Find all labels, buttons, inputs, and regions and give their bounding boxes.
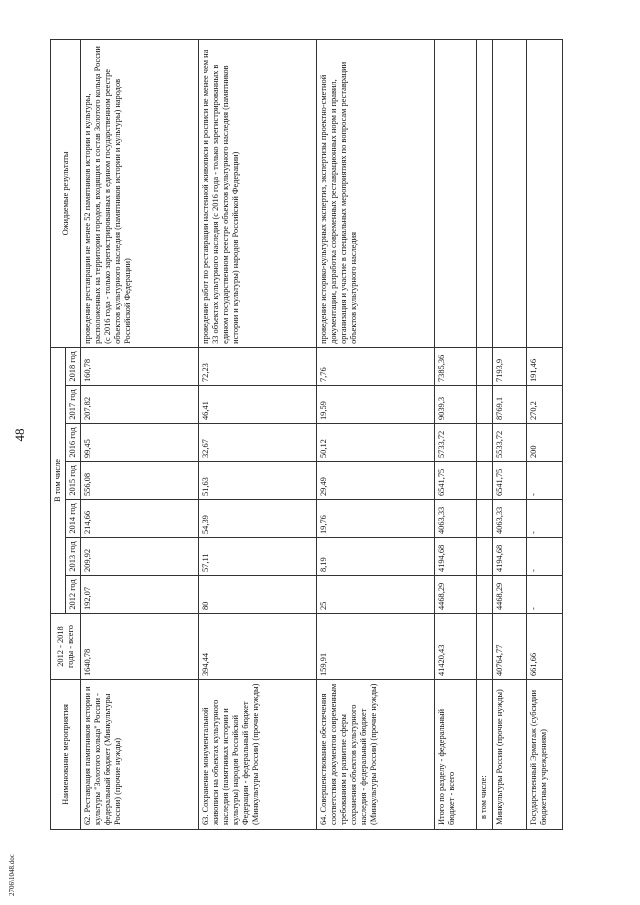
year-value-cell: 270,2 [527, 386, 563, 424]
year-value-cell: 160,78 [81, 347, 199, 385]
year-value-cell: 556,08 [81, 462, 199, 500]
year-value-cell: 19,76 [317, 500, 435, 538]
expected-result-cell: проведение историко-культурных экспертиз, экспертизы проектно-сметной документации, разработка современных реставрационных норм и правил, организация и участие в специальных мероприятиях по вопросам реставрации объектов культурного наследия [317, 39, 435, 347]
table-row [477, 39, 493, 829]
year-value-cell: 200 [527, 424, 563, 462]
year-value-cell: 4063,33 [493, 500, 527, 538]
measure-name-cell: 64. Совершенствование обеспечения соответствия документов современным требованиям и развитие сферы сохранения объектов культурного наследия - федеральный бюджет (Минкультуры России) (прочие нужды) [317, 680, 435, 830]
rotated-table-area [12, 40, 610, 830]
year-value-cell [477, 538, 493, 576]
header-total: 2012 - 2018 годы - всего [51, 614, 81, 680]
measure-name-cell: Государственный Эрмитаж (субсидии бюджетным учреждениям) [527, 680, 563, 830]
year-value-cell: 57,11 [199, 538, 317, 576]
expected-result-cell [435, 39, 477, 347]
header-year: 2012 год [66, 576, 81, 614]
table-row [493, 39, 527, 829]
expected-result-cell [477, 39, 493, 347]
table-row [527, 39, 563, 829]
total-cell: 1640,78 [81, 614, 199, 680]
table-body [81, 39, 563, 829]
expected-result-cell [493, 39, 527, 347]
year-value-cell: - [527, 576, 563, 614]
year-value-cell: - [527, 538, 563, 576]
year-value-cell [477, 424, 493, 462]
year-value-cell: 214,66 [81, 500, 199, 538]
year-value-cell: 72,23 [199, 347, 317, 385]
year-value-cell: 209,92 [81, 538, 199, 576]
year-value-cell: 8,19 [317, 538, 435, 576]
header-year: 2015 год [66, 462, 81, 500]
expected-result-cell [527, 39, 563, 347]
year-value-cell: 50,12 [317, 424, 435, 462]
year-value-cell: 99,45 [81, 424, 199, 462]
year-value-cell: 191,46 [527, 347, 563, 385]
year-value-cell: 6541,75 [435, 462, 477, 500]
table-row [81, 39, 199, 829]
measure-name-cell: 62. Реставрация памятников истории и культуры "Золотого кольца" России - федеральный бюджет (Минкультуры России) (прочие нужды) [81, 680, 199, 830]
year-value-cell: 5533,72 [493, 424, 527, 462]
total-cell: 41420,43 [435, 614, 477, 680]
header-year: 2018 год [66, 347, 81, 385]
year-value-cell: - [527, 462, 563, 500]
year-value-cell: 25 [317, 576, 435, 614]
measure-name-cell: 63. Сохранение монументальной живописи на объектах культурного наследия (памятниках истории и культуры) народов Российской Федерации - федеральный бюджет (Минкультуры России) (прочие нужды) [199, 680, 317, 830]
year-value-cell: 4194,68 [493, 538, 527, 576]
year-value-cell [477, 347, 493, 385]
year-value-cell [477, 576, 493, 614]
expected-result-cell: проведение работ по реставрации настенной живописи и росписи не менее чем на 33 объектах культурного наследия (с 2016 года - только зарегистрированных в едином государственном реестре объектов культурного наследия (памятников истории и культуры) народов Российской Федерации) [199, 39, 317, 347]
header-including: В том числе [51, 347, 66, 613]
total-cell: 40764,77 [493, 614, 527, 680]
total-cell: 661,66 [527, 614, 563, 680]
header-name: Наименование мероприятия [51, 680, 81, 830]
year-value-cell: 4468,29 [435, 576, 477, 614]
year-value-cell: 5733,72 [435, 424, 477, 462]
year-value-cell: 6541,75 [493, 462, 527, 500]
table-row [435, 39, 477, 829]
year-value-cell: 7385,36 [435, 347, 477, 385]
measures-table [50, 39, 563, 830]
year-value-cell: 4063,33 [435, 500, 477, 538]
year-value-cell: 32,67 [199, 424, 317, 462]
header-year: 2014 год [66, 500, 81, 538]
year-value-cell: 4194,68 [435, 538, 477, 576]
measure-name-cell: в том числе: [477, 680, 493, 830]
total-cell: 159,91 [317, 614, 435, 680]
year-value-cell [477, 386, 493, 424]
table-row [317, 39, 435, 829]
year-value-cell: 29,49 [317, 462, 435, 500]
page-number: 48 [12, 428, 27, 442]
year-value-cell: 7,76 [317, 347, 435, 385]
year-value-cell: 51,63 [199, 462, 317, 500]
header-year: 2013 год [66, 538, 81, 576]
year-value-cell: - [527, 500, 563, 538]
expected-result-cell: проведение реставрации не менее 52 памятников истории и культуры, расположенных на территории городов, входящих в состав Золотого кольца России (с 2016 года - только зарегистрированных в едином государственном реестре объектов культурного наследия (памятников истории и культуры) народов Российской Федерации) [81, 39, 199, 347]
header-expected-results: Ожидаемые результаты [51, 39, 81, 347]
year-value-cell: 7193,9 [493, 347, 527, 385]
year-value-cell: 46,41 [199, 386, 317, 424]
year-value-cell [477, 462, 493, 500]
year-value-cell: 80 [199, 576, 317, 614]
year-value-cell [477, 500, 493, 538]
year-value-cell: 207,82 [81, 386, 199, 424]
year-value-cell: 4468,29 [493, 576, 527, 614]
total-cell: 394,44 [199, 614, 317, 680]
year-value-cell: 19,59 [317, 386, 435, 424]
total-cell [477, 614, 493, 680]
header-year: 2016 год [66, 424, 81, 462]
header-year: 2017 год [66, 386, 81, 424]
measure-name-cell: Итого по разделу - федеральный бюджет - всего [435, 680, 477, 830]
footer-text: 2706\1048.doc [8, 854, 16, 896]
year-value-cell: 8769,1 [493, 386, 527, 424]
footer-file-code [6, 854, 20, 898]
year-value-cell: 54,39 [199, 500, 317, 538]
table-row [199, 39, 317, 829]
year-value-cell: 192,07 [81, 576, 199, 614]
year-value-cell: 9039,3 [435, 386, 477, 424]
measure-name-cell: Минкультуры России (прочие нужды) [493, 680, 527, 830]
